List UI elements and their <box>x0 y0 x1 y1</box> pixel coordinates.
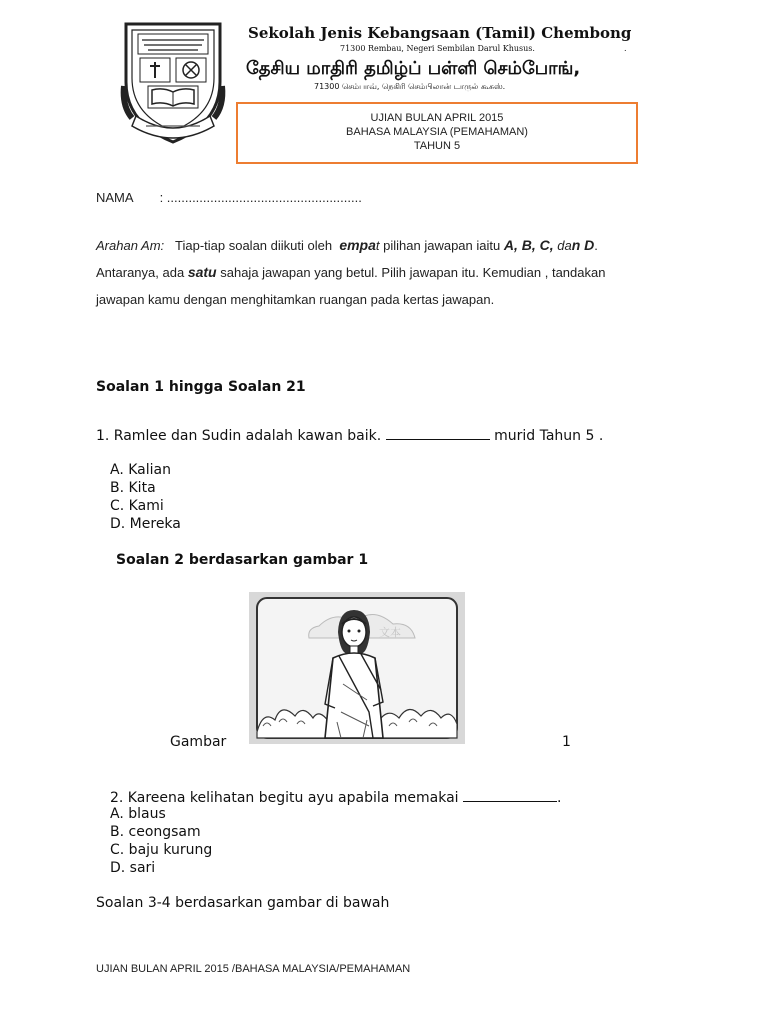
name-blank-line: : ...................................................... <box>159 190 362 205</box>
question-2-option-b: B. ceongsam <box>110 824 201 840</box>
question-3-4-heading: Soalan 3-4 berdasarkan gambar di bawah <box>96 895 390 911</box>
school-address-tamil: 71300 செம்பாவ், நெகிரி செம்பிலான் டாருல் கூசுஸ். <box>314 82 506 91</box>
picture-caption-number: 1 <box>562 734 571 750</box>
question-2-heading: Soalan 2 berdasarkan gambar 1 <box>116 552 369 568</box>
general-instructions <box>96 232 656 313</box>
question-2-option-a: A. blaus <box>110 806 166 822</box>
question-1-option-a: A. Kalian <box>110 462 171 478</box>
instructions-text-5: Kemudian , tandakan jawapan kamu dengan menghitamkan ruangan pada kertas jawapan. <box>96 265 606 307</box>
school-crest-logo <box>118 18 228 146</box>
instructions-emphasis-satu: satu <box>187 264 217 280</box>
instructions-dan-d: n D <box>571 237 595 253</box>
section-heading: Soalan 1 hingga Soalan 21 <box>96 379 306 395</box>
question-2-text-before: 2. Kareena kelihatan begitu ayu apabila memakai <box>110 790 459 806</box>
question-2-options <box>110 805 212 877</box>
instructions-emphasis-empat: empa <box>339 237 376 253</box>
exam-year-line: TAHUN 5 <box>413 140 461 152</box>
exam-subject-line: BAHASA MALAYSIA (PEMAHAMAN) <box>346 126 528 138</box>
instructions-text-4: sahaja jawapan yang betul. Pilih jawapan itu. <box>220 265 479 280</box>
question-1-options <box>110 461 181 533</box>
question-1-option-b: B. Kita <box>110 480 156 496</box>
exam-title-box <box>236 102 638 164</box>
instructions-emphasis-t: t <box>375 238 380 253</box>
question-2-option-d: D. sari <box>110 860 156 876</box>
question-1 <box>96 426 603 444</box>
instructions-text-3: . Antaranya, ada <box>96 238 598 280</box>
instructions-text-2: pilihan jawapan iaitu <box>383 238 501 253</box>
page-footer: UJIAN BULAN APRIL 2015 /BAHASA MALAYSIA/PEMAHAMAN <box>96 963 411 975</box>
woman-in-sari-picture <box>249 592 465 744</box>
name-field-row <box>96 190 362 205</box>
question-1-option-c: C. Kami <box>110 498 164 514</box>
question-2-blank <box>463 788 557 802</box>
school-name-tamil: தேசிய மாதிரி தமிழ்ப் பள்ளி செம்போங், <box>246 58 581 79</box>
question-2-option-c: C. baju kurung <box>110 842 213 858</box>
svg-text:文本: 文本 <box>379 626 401 639</box>
instructions-label: Arahan Am: <box>96 238 165 253</box>
school-address: 71300 Rembau, Negeri Sembilan Darul Khusus. <box>340 44 535 53</box>
question-2-text-after: . <box>557 790 562 806</box>
question-1-text-after: murid Tahun 5 . <box>494 428 604 444</box>
question-1-blank <box>386 426 490 440</box>
question-2 <box>110 788 561 806</box>
instructions-dan-da: da <box>557 238 572 253</box>
name-label: NAMA <box>96 190 134 205</box>
school-name: Sekolah Jenis Kebangsaan (Tamil) Chembong <box>248 24 632 42</box>
exam-title-line: UJIAN BULAN APRIL 2015 <box>370 112 504 124</box>
instructions-text-1: Tiap-tiap soalan diikuti oleh <box>175 238 333 253</box>
header-dot: . <box>624 44 627 53</box>
question-1-option-d: D. Mereka <box>110 516 181 532</box>
instructions-options-abc: A, B, C, <box>503 237 554 253</box>
picture-caption-word: Gambar <box>170 734 227 750</box>
question-1-text-before: 1. Ramlee dan Sudin adalah kawan baik. <box>96 428 382 444</box>
